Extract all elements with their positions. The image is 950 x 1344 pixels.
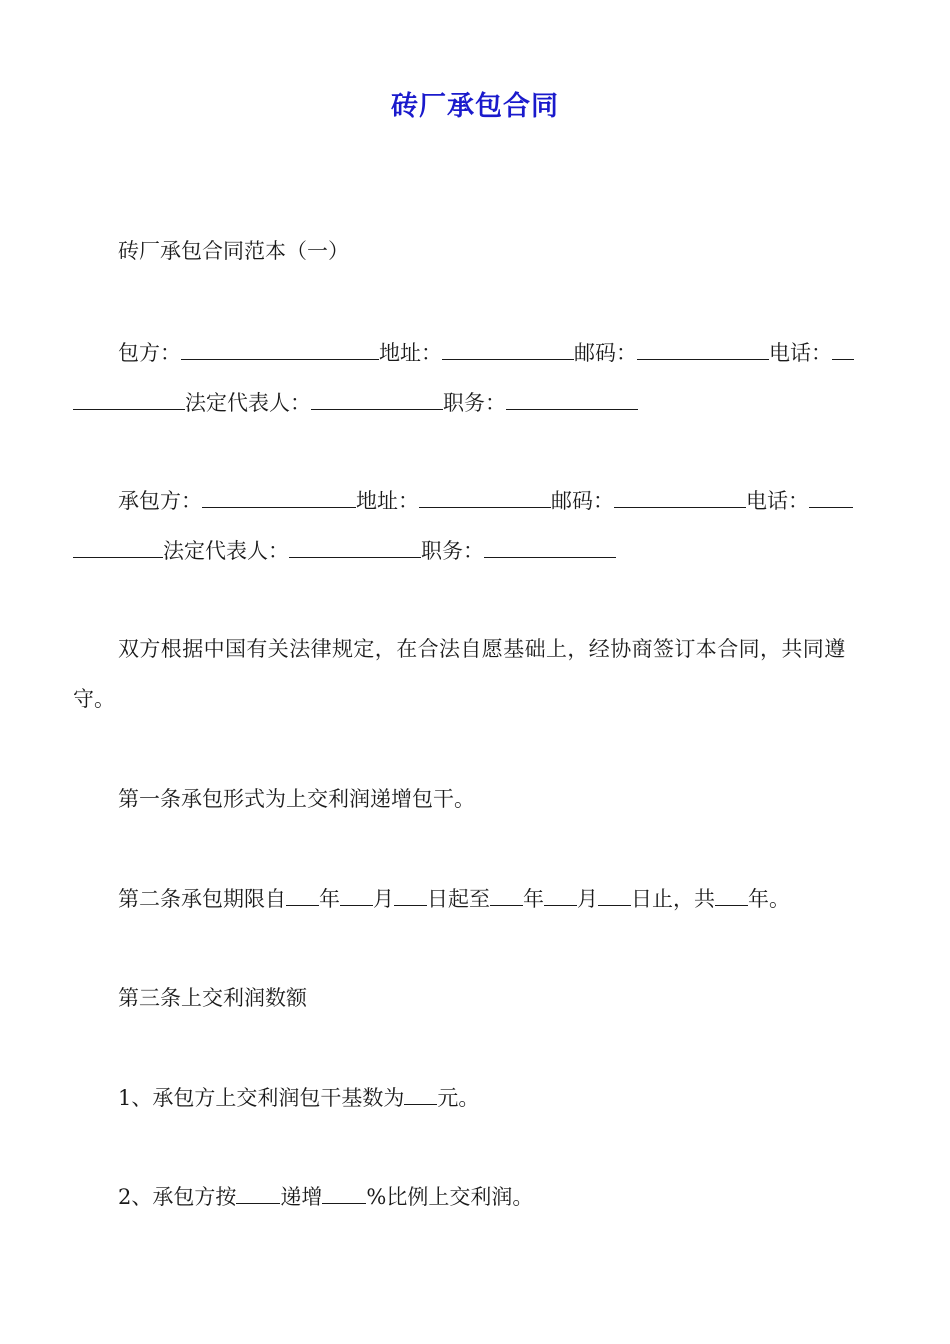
party-a-postcode-label: 邮码： [574, 341, 637, 365]
contract-subtitle: 砖厂承包合同范本（一） [118, 239, 349, 263]
end-day-blank [598, 883, 631, 906]
base-amount-blank [404, 1082, 437, 1105]
item-1-suffix: 元。 [437, 1086, 480, 1110]
end-year-blank [490, 883, 523, 906]
article-2-to-label: 日止，共 [631, 887, 715, 911]
party-b-rep-label: 法定代表人： [163, 539, 289, 563]
item-2 [118, 1181, 533, 1212]
party-a-position-label: 职务： [443, 391, 506, 415]
article-2 [118, 883, 790, 914]
article-2-year-label: 年 [319, 887, 340, 911]
party-b-line-2 [73, 535, 616, 566]
article-2-from-label: 日起至 [427, 887, 490, 911]
preamble-line-2: 守。 [73, 687, 115, 711]
item-2-suffix: %比例上交利润。 [366, 1185, 534, 1209]
party-a-label: 包方： [118, 341, 181, 365]
party-a-address-label: 地址： [379, 341, 442, 365]
end-month-blank [544, 883, 577, 906]
increment-basis-blank [236, 1181, 280, 1204]
party-a-position-blank [506, 387, 638, 410]
article-3: 第三条上交利润数额 [118, 986, 307, 1010]
item-2-prefix: 2、承包方按 [118, 1185, 237, 1209]
start-month-blank [340, 883, 373, 906]
party-b-address-blank [419, 485, 551, 508]
party-a-rep-label: 法定代表人： [185, 391, 311, 415]
article-2-month-label: 月 [373, 887, 394, 911]
item-2-mid: 递增 [280, 1185, 323, 1209]
party-a-postcode-blank [637, 337, 769, 360]
party-b-postcode-label: 邮码： [551, 489, 614, 513]
party-b-position-label: 职务： [421, 539, 484, 563]
total-years-blank [715, 883, 748, 906]
party-a-line-2 [73, 387, 638, 418]
start-year-blank [286, 883, 319, 906]
party-b-position-blank [484, 535, 616, 558]
document-title: 砖厂承包合同 [391, 91, 559, 122]
preamble-line-1: 双方根据中国有关法律规定，在合法自愿基础上，经协商签订本合同，共同遵 [118, 637, 846, 661]
party-b-label: 承包方： [118, 489, 202, 513]
article-1: 第一条承包形式为上交利润递增包干。 [118, 787, 475, 811]
party-a-name-blank [181, 337, 379, 360]
party-b-phone-label: 电话： [746, 489, 809, 513]
article-2-end-year-label: 年 [523, 887, 544, 911]
party-b-line-1 [118, 485, 853, 516]
party-a-phone-blank [832, 337, 854, 360]
party-a-rep-blank [311, 387, 443, 410]
item-1 [118, 1082, 479, 1113]
party-b-address-label: 地址： [356, 489, 419, 513]
party-a-line-1 [118, 337, 854, 368]
article-2-end-label: 年。 [748, 887, 790, 911]
party-b-name-blank [202, 485, 356, 508]
party-a-phone-label: 电话： [769, 341, 832, 365]
party-b-phone-blank-cont [73, 535, 163, 558]
party-b-postcode-blank [614, 485, 746, 508]
party-a-phone-blank-cont [73, 387, 185, 410]
start-day-blank [394, 883, 427, 906]
article-2-prefix: 第二条承包期限自 [118, 887, 286, 911]
party-a-address-blank [442, 337, 574, 360]
item-1-prefix: 1、承包方上交利润包干基数为 [118, 1086, 405, 1110]
increment-percent-blank [322, 1181, 366, 1204]
article-2-end-month-label: 月 [577, 887, 598, 911]
party-b-rep-blank [289, 535, 421, 558]
party-b-phone-blank [809, 485, 853, 508]
